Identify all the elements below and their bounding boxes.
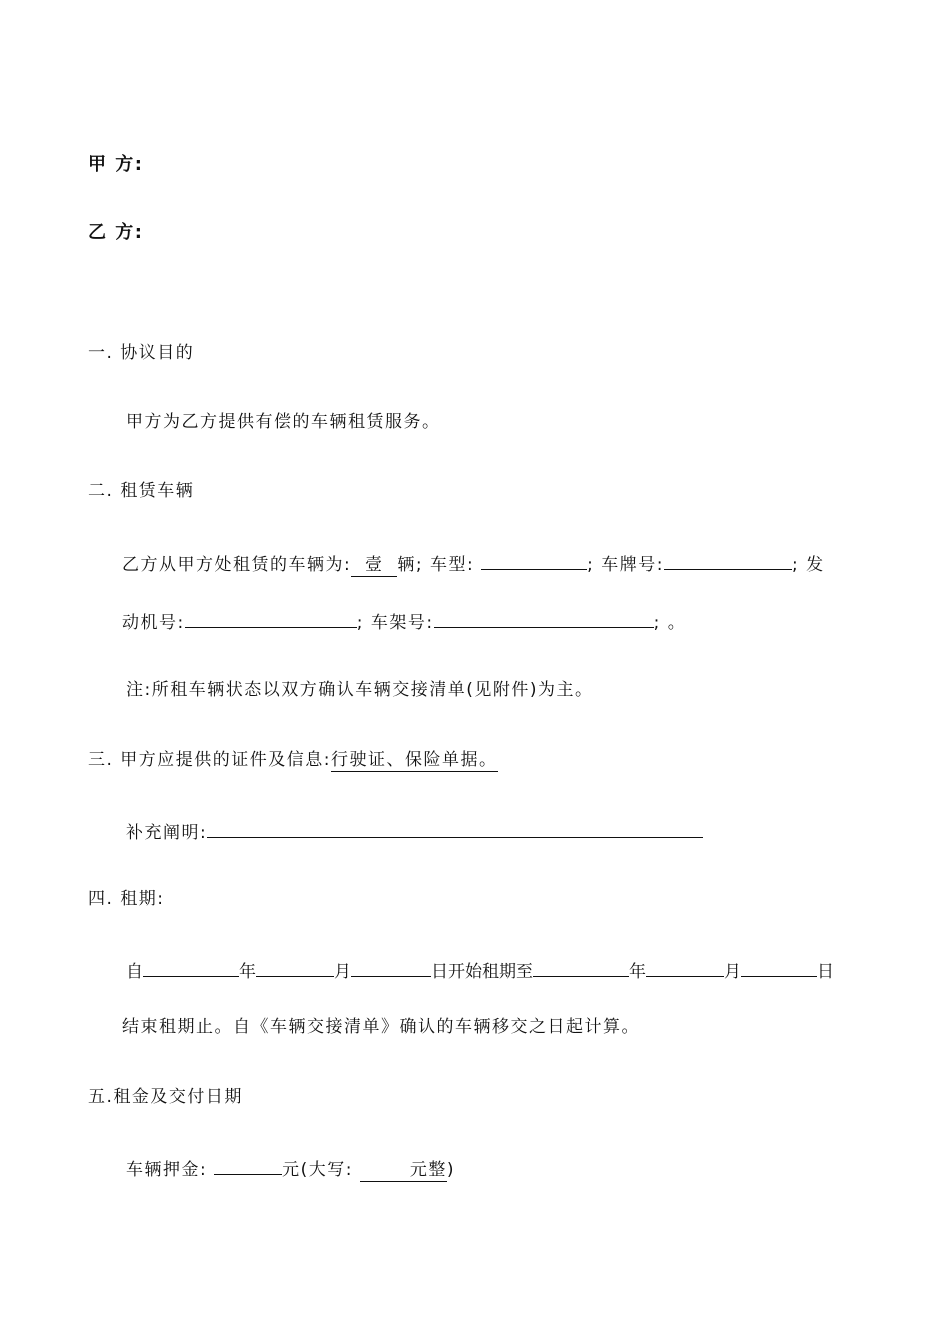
deposit-words-blank[interactable]: 元整: [360, 1160, 447, 1182]
supplement-line: [126, 819, 703, 844]
deposit-unit: 元(大写:: [282, 1160, 354, 1180]
start-year-blank[interactable]: [143, 958, 239, 977]
term-line-1: [126, 958, 834, 983]
start-month-label: 月: [334, 962, 351, 982]
term-from: 自: [126, 962, 143, 982]
end-month-label: 月: [724, 962, 741, 982]
end-month-blank[interactable]: [646, 958, 724, 977]
supplement-blank[interactable]: [207, 819, 703, 838]
deposit-label: 车辆押金:: [126, 1160, 208, 1180]
plate-label: ; 车牌号:: [587, 555, 664, 575]
end-year-label: 年: [629, 962, 646, 982]
section-1-title: 一. 协议目的: [88, 343, 195, 363]
party-b-label: 乙 方:: [88, 222, 144, 243]
deposit-amount-blank[interactable]: [214, 1156, 282, 1175]
frame-label: ; 车架号:: [356, 613, 434, 633]
deposit-close: ): [446, 1160, 456, 1180]
vehicle-line-1: [122, 551, 825, 576]
section-3-line: [88, 749, 498, 771]
section-2-title: 二. 租赁车辆: [88, 481, 195, 501]
required-documents: 行驶证、保险单据。: [331, 750, 498, 770]
supplement-label: 补充阐明:: [126, 823, 208, 843]
start-day-label: 日开始租期至: [431, 962, 533, 982]
start-day-blank[interactable]: [351, 958, 431, 977]
vehicle-line-2: [122, 609, 686, 634]
engine-label-end: 动机号:: [122, 613, 185, 633]
line-end: ; 。: [653, 613, 687, 633]
engine-number-blank[interactable]: [185, 609, 357, 628]
vehicle-model-blank[interactable]: [481, 551, 587, 570]
end-year-blank[interactable]: [533, 958, 629, 977]
frame-number-blank[interactable]: [434, 609, 654, 628]
start-month-blank[interactable]: [256, 958, 334, 977]
deposit-line: [126, 1156, 455, 1181]
end-day-blank[interactable]: [741, 958, 817, 977]
section-3-title: 三. 甲方应提供的证件及信息:: [88, 750, 332, 770]
vehicle-intro: 乙方从甲方处租赁的车辆为:: [122, 555, 352, 575]
start-year-label: 年: [239, 962, 256, 982]
engine-label-start: ; 发: [791, 555, 825, 575]
end-day-label: 日: [817, 962, 834, 982]
section-5-title: 五.租金及交付日期: [88, 1087, 243, 1107]
plate-number-blank[interactable]: [664, 551, 792, 570]
vehicle-note: 注:所租车辆状态以双方确认车辆交接清单(见附件)为主。: [126, 680, 594, 700]
term-line-2: 结束租期止。自《车辆交接清单》确认的车辆移交之日起计算。: [122, 1017, 640, 1037]
vehicle-model-label: 辆; 车型:: [397, 555, 475, 575]
section-1-body: 甲方为乙方提供有偿的车辆租赁服务。: [126, 412, 441, 432]
vehicle-quantity: 壹: [351, 555, 397, 577]
party-a-label: 甲 方:: [88, 154, 144, 175]
section-4-title: 四. 租期:: [88, 889, 165, 909]
